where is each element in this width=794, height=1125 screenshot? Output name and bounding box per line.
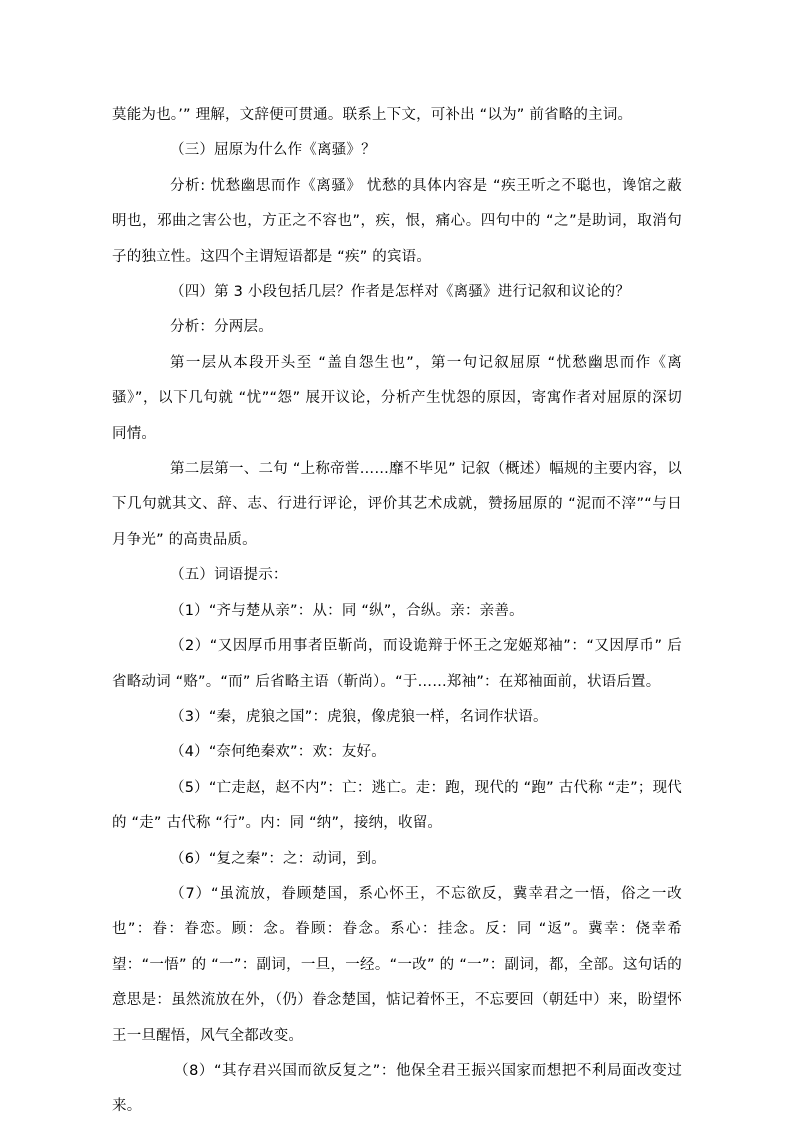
layer-two-paragraph: 第二层第一、二句 “上称帝喾……靡不毕见” 记叙（概述）幅规的主要内容，以下几句就其文、辞、志、行进行评论，评价其艺术成就，赞扬屈原的 “泥而不滓”“与日月争光” 的高贵品质。	[112, 461, 682, 548]
vocab-item-3: （3）“秦，虎狼之国”：虎狼，像虎狼一样，名词作状语。	[170, 708, 548, 725]
analysis-paragraph-4: 分析：分两层。	[170, 319, 273, 336]
vocab-item-4: （4）“奈何绝秦欢”：欢：友好。	[170, 744, 386, 761]
analysis-paragraph-3: 分析: 忧愁幽思而作《离骚》 忧愁的具体内容是 “疾王听之不聪也，谗馆之蔽明也，邪曲之害公也，方正之不容也”，疾，恨，痛心。四句中的 “之”是助词，取消句子的独立性。这四个主谓短语都是 “疾” 的宾语。	[112, 177, 682, 265]
paragraph-continuation: 莫能为也。’” 理解，文辞便可贯通。联系上下文，可补出 “以为” 前省略的主词。	[112, 107, 633, 123]
layer-one-paragraph: 第一层从本段开头至 “盖自怨生也”，第一句记叙屈原 “忧愁幽思而作《离骚》”，以下几句就 “忧”“怨” 展开议论，分析产生忧怨的原因，寄寓作者对屈原的深切同情。	[112, 354, 682, 442]
vocab-item-1: （1）“齐与楚从亲”：从：同 “纵”，合纵。亲：亲善。	[170, 602, 524, 619]
vocab-item-5: （5）“亡走赵，赵不内”：亡：逃亡。走：跑，现代的 “跑” 古代称 “走”；现代的 “走” 古代称 “行”。内：同 “纳”，接纳，收留。	[112, 779, 682, 832]
section-heading-3: （三）屈原为什么作《离骚》？	[170, 142, 376, 159]
document-body	[112, 98, 682, 1125]
vocab-item-7: （7）“虽流放，眷顾楚国，系心怀王，不忘欲反，冀幸君之一悟，俗之一改也”：眷：眷恋。顾：念。眷顾：眷念。系心：挂念。反：同 “返”。冀幸：侥幸希望：“一悟” 的 “一”：副词，一旦，一经。“一改” 的 “一”：副词，都，全部。这句话的意思是：虽然流放在外，（仍）眷念楚国，惦记着怀王，不忘要回（朝廷中）来，盼望怀王一旦醒悟，风气全都改变。	[112, 885, 682, 1044]
vocab-item-8: （8）“其存君兴国而欲反复之”：他保全君王振兴国家而想把不利局面改变过来。	[112, 1062, 682, 1115]
vocab-item-2: （2）“又因厚币用事者臣靳尚，而设诡辩于怀王之宠姬郑袖”：“又因厚币” 后省略动词 “赂”。“而” 后省略主语（靳尚）。“于……郑袖”：在郑袖面前，状语后置。	[112, 638, 682, 690]
section-heading-5: （五）词语提示：	[170, 567, 288, 584]
vocab-item-6: （6）“复之秦”：之：动词，到。	[170, 850, 386, 867]
section-heading-4: （四）第 3 小段包括几层？作者是怎样对《离骚》进行记叙和议论的？	[170, 284, 631, 301]
